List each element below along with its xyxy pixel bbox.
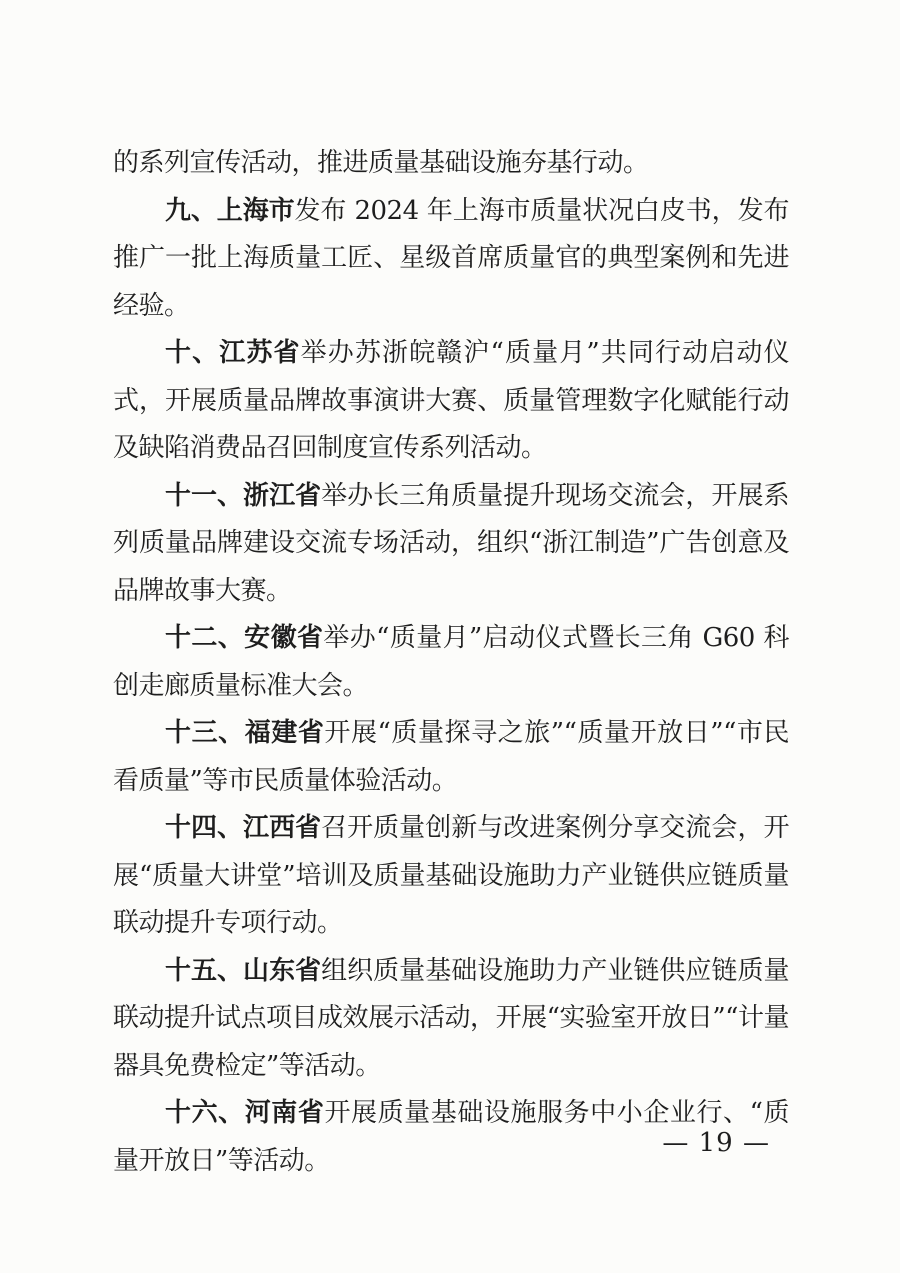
paragraph-body: 开展“质量探寻之旅”“质量开放日”“市民看质量”等市民质量体验活动。: [113, 718, 789, 796]
paragraph: [113, 188, 789, 331]
page-number-text: — 19 —: [662, 1128, 770, 1158]
paragraph: [113, 473, 789, 616]
paragraph-lead: 十六、河南省: [165, 1098, 325, 1128]
paragraph: [113, 805, 789, 948]
paragraph-lead: 十五、山东省: [165, 955, 322, 986]
paragraph-lead: 九、上海市: [165, 195, 295, 226]
paragraph: [113, 615, 789, 710]
paragraph-lead: 十四、江西省: [165, 813, 322, 843]
paragraph-lead: 十一、浙江省: [165, 480, 322, 511]
text-block: [113, 140, 789, 1185]
paragraph-lead: 十、江苏省: [165, 338, 301, 368]
paragraph-body: 的系列宣传活动，推进质量基础设施夯基行动。: [113, 148, 649, 178]
paragraph-body: 举办长三角质量提升现场交流会，开展系列质量品牌建设交流专场活动，组织“浙江制造”广告创意及品牌故事大赛。: [113, 480, 789, 606]
paragraph-lead: 十二、安徽省: [165, 623, 324, 653]
paragraph: [113, 330, 789, 473]
paragraph-lead: 十三、福建省: [165, 718, 325, 748]
paragraph: [113, 710, 789, 805]
paragraph: [113, 140, 789, 188]
paragraph-body: 召开质量创新与改进案例分享交流会，开展“质量大讲堂”培训及质量基础设施助力产业链供应链质量联动提升专项行动。: [113, 813, 789, 938]
page-number: [662, 1128, 770, 1158]
paragraph-body: 组织质量基础设施助力产业链供应链质量联动提升试点项目成效展示活动，开展“实验室开放日”“计量器具免费检定”等活动。: [113, 955, 789, 1081]
paragraph: [113, 948, 789, 1091]
paragraph-body: 举办苏浙皖赣沪“质量月”共同行动启动仪式，开展质量品牌故事演讲大赛、质量管理数字化赋能行动及缺陷消费品召回制度宣传系列活动。: [113, 338, 789, 463]
paragraph-body: 举办“质量月”启动仪式暨长三角 G60 科创走廊质量标准大会。: [113, 623, 789, 701]
paragraph-body: 发布 2024 年上海市质量状况白皮书，发布推广一批上海质量工匠、星级首席质量官的典型案例和先进经验。: [113, 195, 789, 321]
paragraph-body: 开展质量基础设施服务中小企业行、“质量开放日”等活动。: [113, 1098, 789, 1176]
